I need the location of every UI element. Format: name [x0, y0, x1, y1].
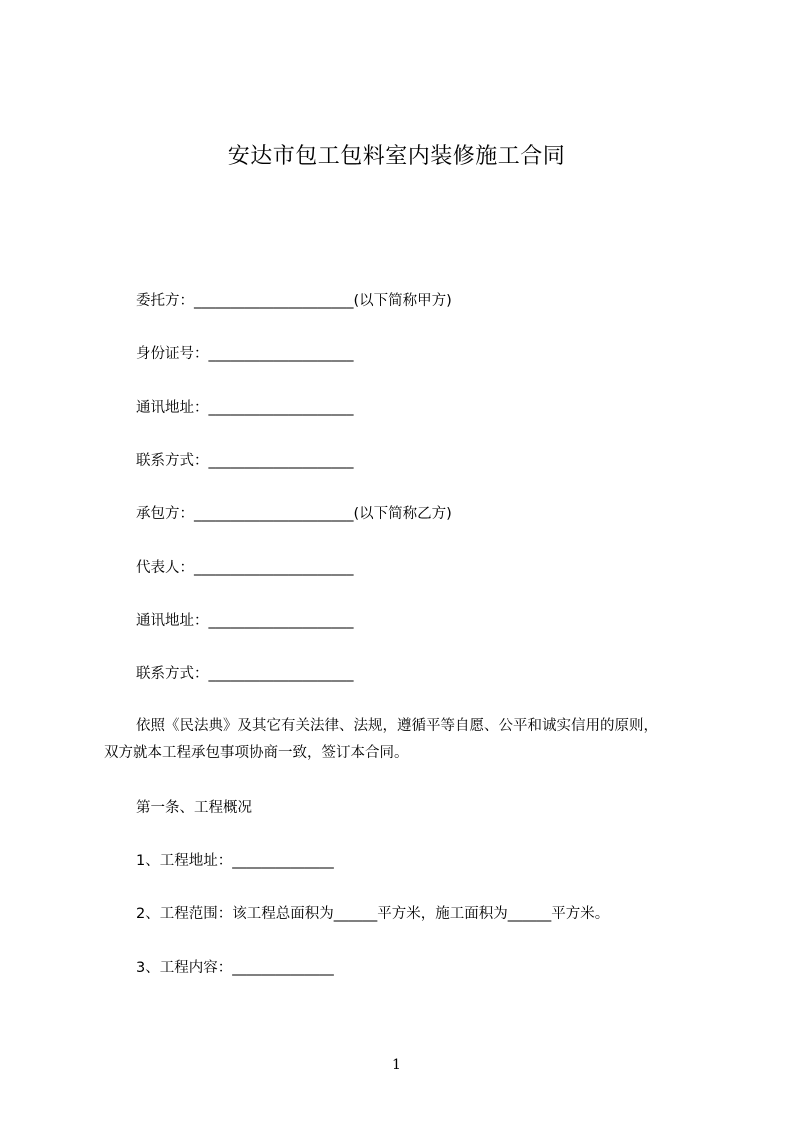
- contractor-line: 承包方：______________________(以下简称乙方): [136, 506, 452, 522]
- preamble-paragraph: [104, 713, 724, 767]
- preamble-line-2: 双方就本工程承包事项协商一致，签订本合同。: [104, 745, 409, 761]
- document-title: 安达市包工包料室内装修施工合同: [227, 144, 566, 169]
- party-a-contact-line: 联系方式：____________________: [136, 453, 354, 469]
- entrusting-party-line: 委托方：______________________(以下简称甲方): [136, 293, 452, 309]
- article-1-heading: 第一条、工程概况: [136, 800, 252, 816]
- article-1-item-1: 1、工程地址：______________: [136, 853, 334, 869]
- page-number: 1: [392, 1057, 401, 1073]
- party-b-contact-line: 联系方式：____________________: [136, 666, 354, 682]
- party-b-address-line: 通讯地址：____________________: [136, 613, 354, 629]
- preamble-line-1: 依照《民法典》及其它有关法律、法规，遵循平等自愿、公平和诚实信用的原则，: [136, 718, 658, 734]
- article-1-item-3: 3、工程内容：______________: [136, 960, 334, 976]
- article-1-item-2: 2、工程范围：该工程总面积为______平方米，施工面积为______平方米。: [136, 906, 610, 922]
- party-a-address-line: 通讯地址：____________________: [136, 400, 354, 416]
- id-number-line: 身份证号：____________________: [136, 346, 354, 362]
- representative-line: 代表人：______________________: [136, 560, 354, 576]
